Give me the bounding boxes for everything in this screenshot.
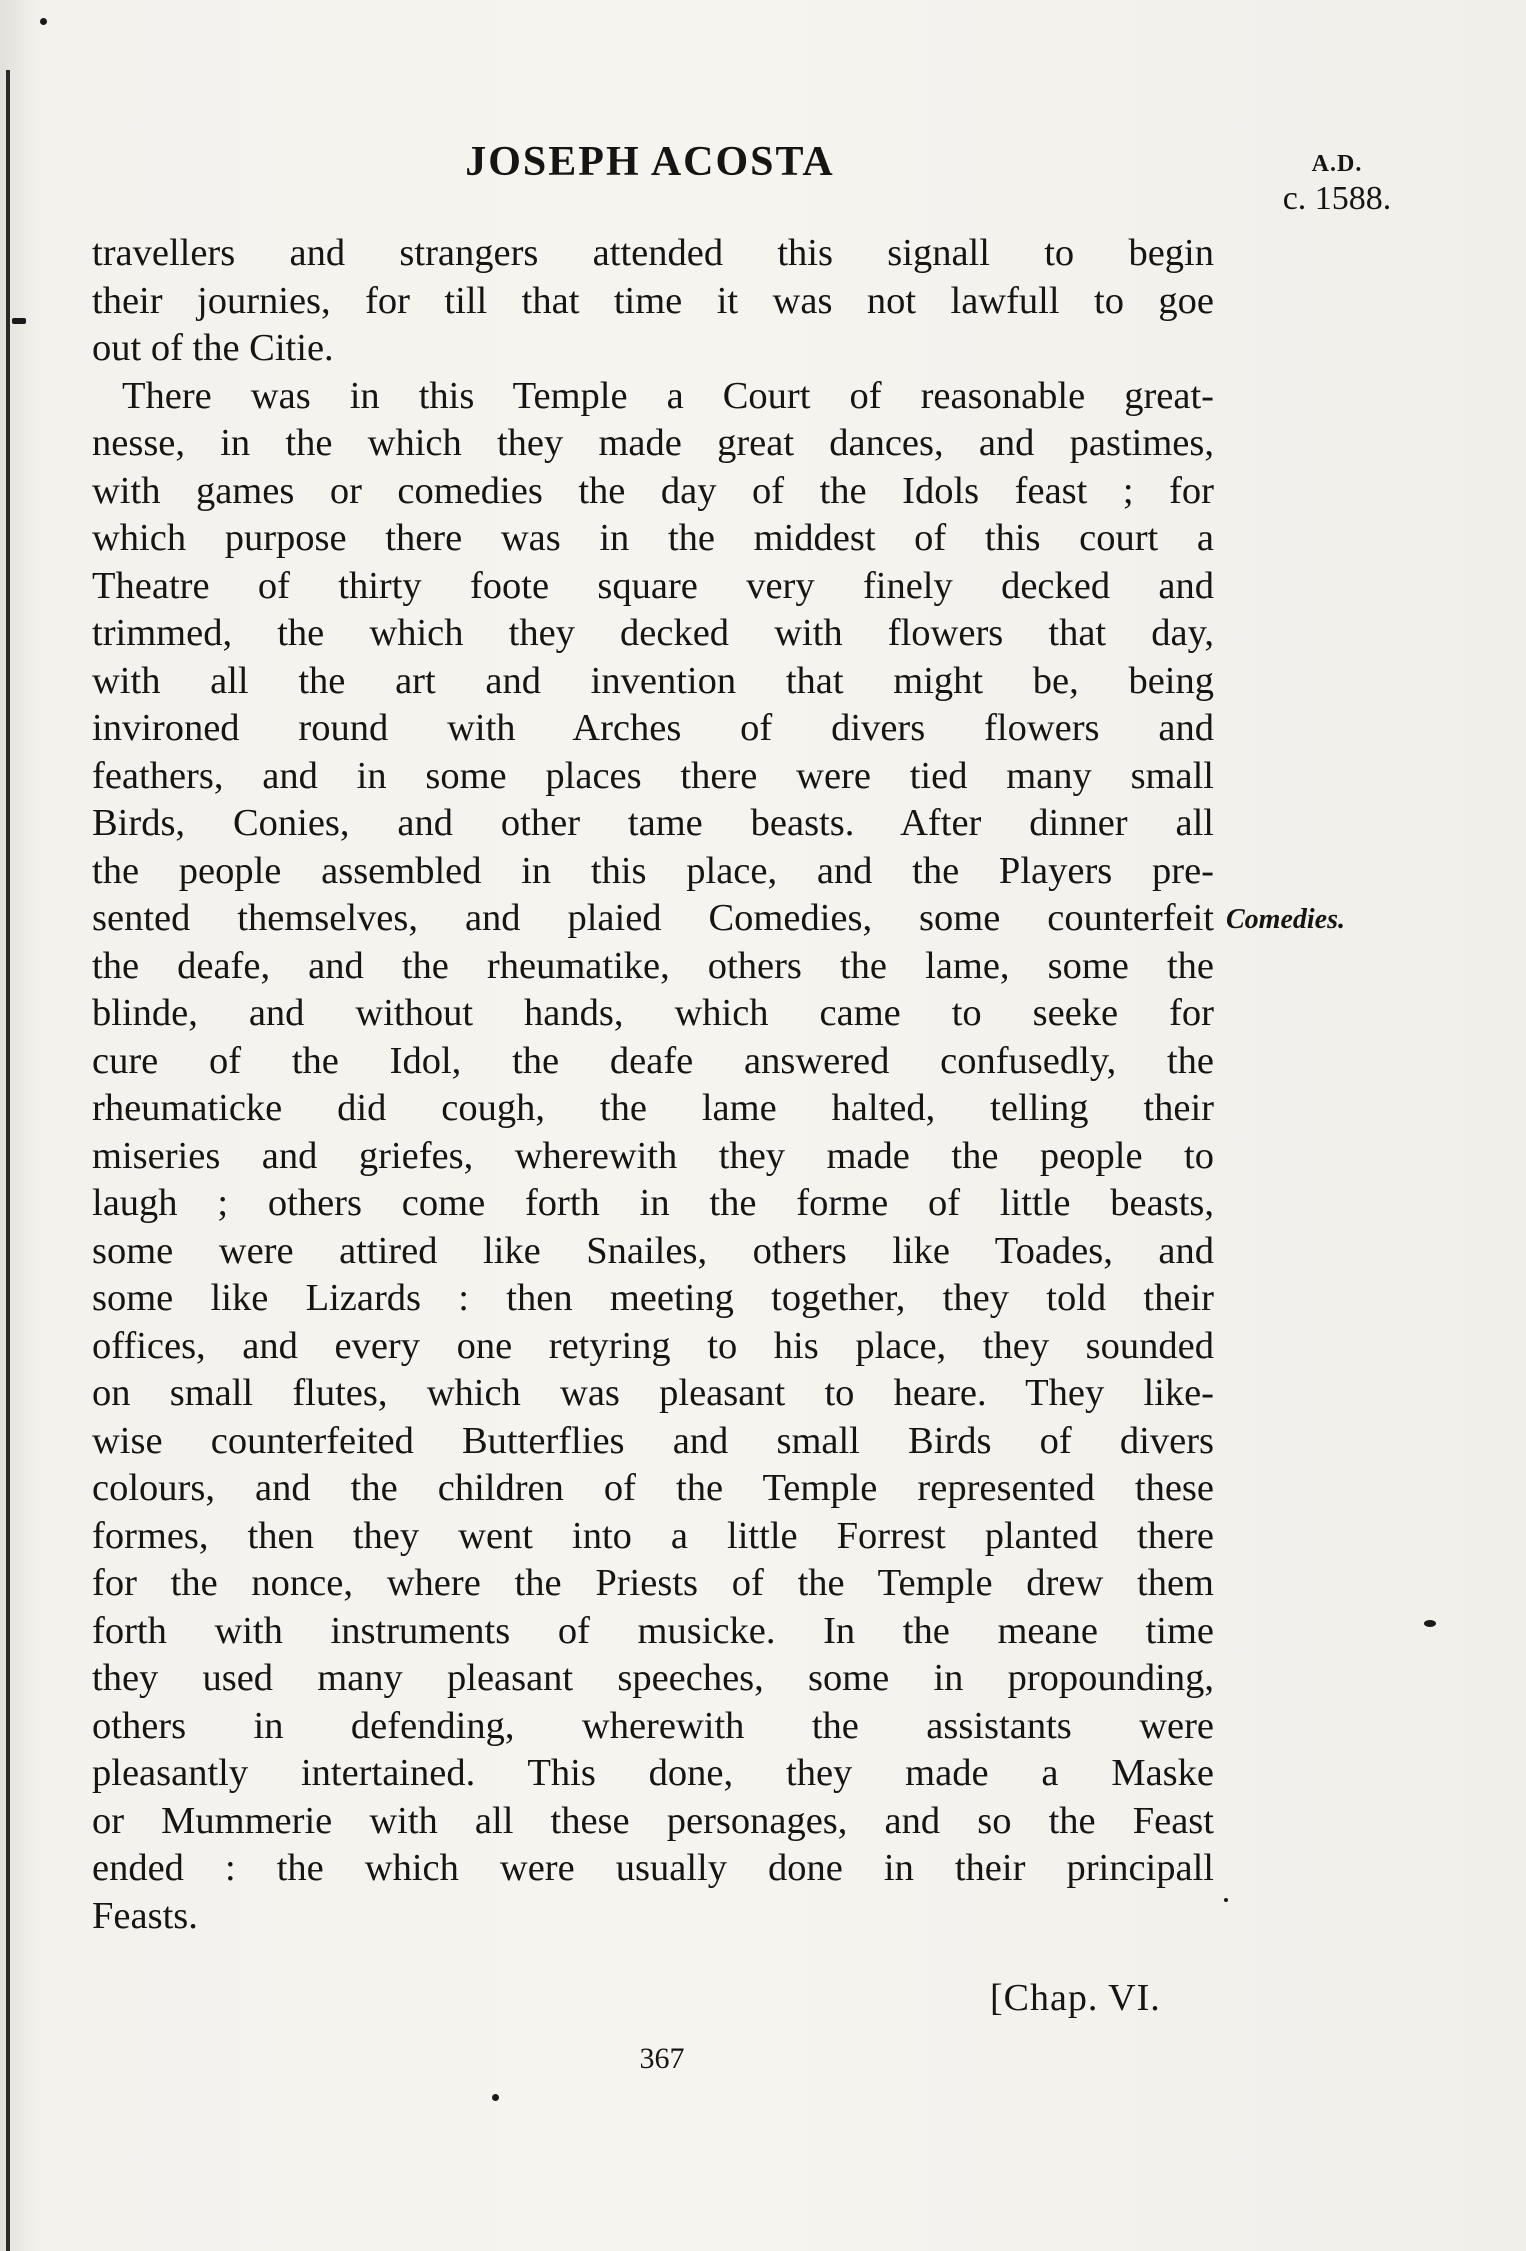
- text-line: rheumaticke did cough, the lame halted, telling their: [92, 1087, 1214, 1129]
- ink-speck: [1224, 1898, 1228, 1902]
- text-line: forth with instruments of musicke. In the meane time: [92, 1609, 1214, 1652]
- paragraph: [92, 230, 1214, 373]
- text-line: Feasts.: [92, 1894, 198, 1937]
- text-line: ended : the which were usually done in their principall: [92, 1847, 1214, 1889]
- paragraph: [92, 373, 1214, 1941]
- marginal-date: [1262, 150, 1412, 220]
- catchword: [Chap. VI.: [990, 1977, 1161, 2019]
- text-line: some were attired like Snailes, others like Toades, and: [92, 1229, 1214, 1272]
- text-line: others in defending, wherewith the assistants were: [92, 1704, 1214, 1747]
- text-line: formes, then they went into a little Forrest planted there: [92, 1514, 1214, 1557]
- text-line: the people assembled in this place, and the Players pre-: [92, 849, 1214, 892]
- ink-speck: [40, 18, 47, 25]
- text-line: pleasantly intertained. This done, they made a Maske: [92, 1752, 1214, 1794]
- text-line: which purpose there was in the middest of this court a: [92, 517, 1214, 559]
- text-line: trimmed, the which they decked with flowers that day,: [92, 612, 1214, 654]
- text-line: blinde, and without hands, which came to seeke for: [92, 992, 1214, 1034]
- text-line: with games or comedies the day of the Idols feast ; for: [92, 469, 1214, 512]
- text-line: wise counterfeited Butterflies and small Birds of divers: [92, 1419, 1214, 1462]
- text-line: invironed round with Arches of divers flowers and: [92, 707, 1214, 749]
- text-line: the deafe, and the rheumatike, others the lame, some the: [92, 944, 1214, 987]
- page-number: 367: [639, 2042, 685, 2075]
- text-line: for the nonce, where the Priests of the Temple drew them: [92, 1562, 1214, 1604]
- text-line: offices, and every one retyring to his place, they sounded: [92, 1324, 1214, 1367]
- text-line: cure of the Idol, the deafe answered confusedly, the: [92, 1039, 1214, 1082]
- ink-speck: [1424, 1620, 1436, 1627]
- text-line: miseries and griefes, wherewith they made the people to: [92, 1134, 1214, 1177]
- text-line: There was in this Temple a Court of reasonable great-: [122, 374, 1214, 417]
- text-line: on small flutes, which was pleasant to heare. They like-: [92, 1372, 1214, 1414]
- text-line: some like Lizards : then meeting together, they told their: [92, 1277, 1214, 1319]
- text-line: or Mummerie with all these personages, and so the Feast: [92, 1799, 1214, 1842]
- text-line: Birds, Conies, and other tame beasts. After dinner all: [92, 802, 1214, 844]
- date-value: c. 1588.: [1282, 179, 1392, 217]
- text-line: with all the art and invention that might be, being: [92, 659, 1214, 702]
- text-line: Theatre of thirty foote square very finely decked and: [92, 564, 1214, 607]
- text-line: travellers and strangers attended this signall to begin: [92, 232, 1214, 274]
- text-line: their journies, for till that time it was not lawfull to goe: [92, 279, 1214, 322]
- text-line: out of the Citie.: [92, 327, 334, 369]
- date-label: A.D.: [1311, 151, 1363, 177]
- text-line: feathers, and in some places there were tied many small: [92, 754, 1214, 797]
- text-line: laugh ; others come forth in the forme of little beasts,: [92, 1182, 1214, 1224]
- marginal-note: Comedies.: [1226, 904, 1345, 935]
- text-line: nesse, in the which they made great dances, and pastimes,: [92, 422, 1214, 464]
- text-line: sented themselves, and plaied Comedies, some counterfeit: [92, 897, 1214, 939]
- text-line: colours, and the children of the Temple represented these: [92, 1467, 1214, 1509]
- running-title: JOSEPH ACOSTA: [465, 139, 835, 185]
- ink-speck: [12, 318, 26, 324]
- body-text: [92, 230, 1214, 1940]
- ink-speck: [492, 2094, 499, 2101]
- binding-edge: [6, 70, 10, 2251]
- text-line: they used many pleasant speeches, some in propounding,: [92, 1657, 1214, 1699]
